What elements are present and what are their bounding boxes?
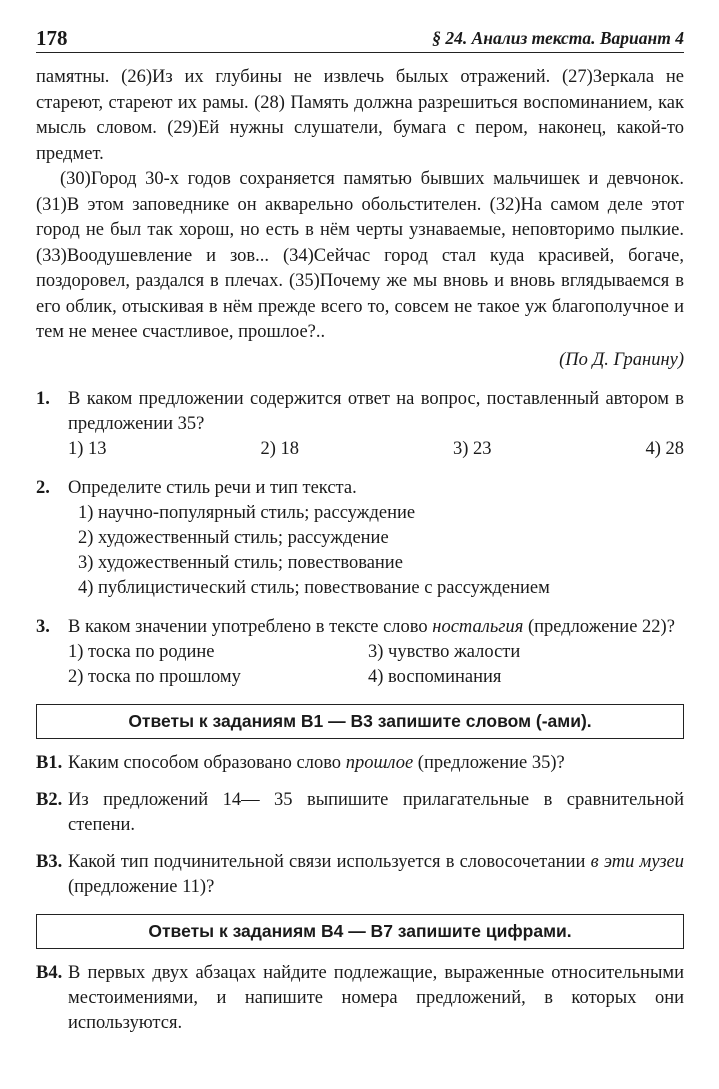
answer-option: 2) художественный стиль; рассуждение	[78, 527, 389, 548]
task-text-part: Каким способом образовано слово	[68, 752, 346, 773]
answer-option: 3) чувство жалости	[368, 641, 521, 662]
running-title: § 24. Анализ текста. Вариант 4	[432, 28, 684, 48]
highlighted-word: прошлое	[345, 752, 414, 773]
highlighted-phrase: в эти музеи	[590, 851, 684, 872]
answer-option: 2) тоска по прошлому	[68, 666, 241, 687]
question-3	[36, 615, 684, 690]
answer-option: 4) публицистический стиль; повествование с рассуждением	[78, 577, 550, 598]
question-number: 3.	[36, 616, 50, 637]
answer-option: 1) научно-популярный стиль; рассуждение	[78, 502, 416, 523]
highlighted-word: ностальгия	[432, 616, 524, 637]
question-text-part: (предложение 22)?	[523, 616, 675, 637]
page-number: 178	[36, 26, 68, 50]
answer-options	[68, 640, 684, 690]
task-text	[68, 751, 684, 776]
passage-author: (По Д. Гранину)	[559, 349, 684, 370]
task-text-part: (предложение 11)?	[68, 876, 215, 897]
task-number: В3.	[36, 851, 63, 872]
passage-paragraph-2: (30)Город 30-х годов сохраняется памятью бывших мальчишек и девчонок. (31)В этом заповеднике он акварельно обольстителен. (32)На самом деле этот город не был так хорош, но есть в нём черты узнаваемые, неповторимо пылкие. (33)Воодушевление и зов... (34)Сейчас город стал куда красивей, богаче, поздоровел, раздался в плечах. (35)Почему же мы вновь и вновь вглядываемся в его облик, отыскивая в нём прежде всего то, совсем не такое уж благополучное и тем не менее счастливое, прошлое?..	[36, 169, 684, 342]
task-text: В первых двух абзацах найдите подлежащие, выраженные относительными местоимениями, и напишите номера предложений, в которых они используются.	[68, 962, 684, 1033]
question-2	[36, 476, 684, 601]
answer-options	[68, 437, 684, 462]
task-text: Из предложений 14— 35 выпишите прилагательные в сравнительной степени.	[68, 789, 684, 835]
task-number: В1.	[36, 752, 63, 773]
task-text	[68, 850, 684, 900]
question-text: Определите стиль речи и тип текста.	[68, 477, 357, 498]
instruction-box-b1-b3: Ответы к заданиям В1 — В3 запишите словом (-ами).	[36, 704, 684, 739]
task-number: В4.	[36, 962, 63, 983]
question-number: 1.	[36, 388, 50, 409]
task-text-part: (предложение 35)?	[413, 752, 565, 773]
question-text-part: В каком значении употреблено в тексте слово	[68, 616, 433, 637]
passage-paragraph-1: памятны. (26)Из их глубины не извлечь былых отражений. (27)Зеркала не стареют, стареют их рамы. (28) Память должна разрешиться воспоминанием, как мысль словом. (29)Ей нужны слушатели, бумага с пером, наконец, какой-то предмет.	[36, 67, 684, 164]
task-number: В2.	[36, 789, 63, 810]
answer-option: 4) воспоминания	[368, 666, 502, 687]
answer-option: 3) художественный стиль; повествование	[78, 552, 403, 573]
question-text: В каком предложении содержится ответ на вопрос, поставленный автором в предложении 35?	[68, 388, 684, 434]
task-text-part: Какой тип подчинительной связи используется в словосочетании	[68, 851, 591, 872]
instruction-box-b4-b7: Ответы к заданиям В4 — В7 запишите цифрами.	[36, 914, 684, 949]
question-number: 2.	[36, 477, 50, 498]
page-header	[36, 22, 684, 53]
answer-option: 1) тоска по родине	[68, 641, 215, 662]
task-b2	[36, 788, 684, 838]
question-1	[36, 387, 684, 462]
answer-option: 3) 23	[452, 438, 492, 459]
question-text	[68, 615, 684, 640]
task-b4	[36, 961, 684, 1036]
answer-option: 1) 13	[68, 438, 107, 459]
task-b3	[36, 850, 684, 900]
task-b1	[36, 751, 684, 776]
answer-options	[68, 501, 684, 601]
answer-option: 4) 28	[645, 438, 684, 459]
book-page	[36, 22, 684, 1036]
answer-option: 2) 18	[260, 438, 300, 459]
